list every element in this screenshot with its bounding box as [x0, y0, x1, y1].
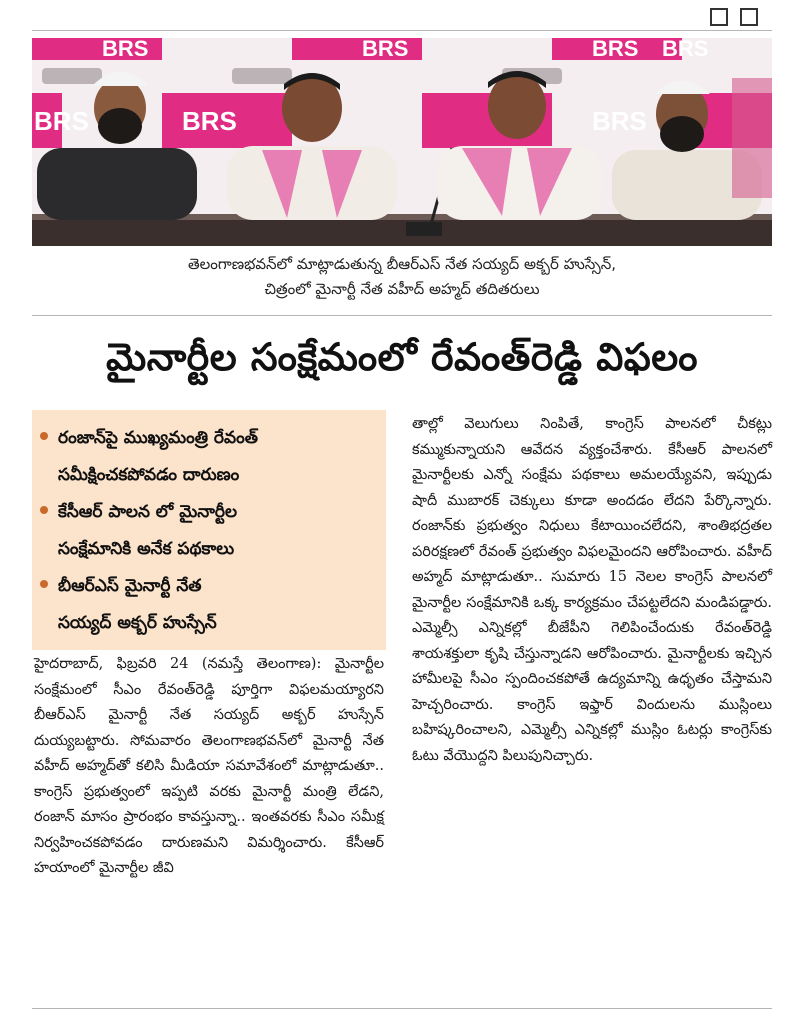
- caption-rule: [32, 315, 772, 316]
- photo-illustration: [32, 38, 772, 246]
- article-body-left: హైదరాబాద్‌, ఫిబ్రవరి 24 (నమస్తే తెలంగాణ): మైనార్టీల సంక్షేమంలో సీఎం రేవంత్‌రెడ్డి పూర్తిగా విఫలమయ్యారని బీఆర్‌ఎస్‌ మైనార్టీ నేత సయ్యద్‌ అక్బర్‌ హుస్సేన్‌ దుయ్యబట్టారు. సోమవారం తెలంగాణభవన్‌లో మైనార్టీ నేత వహీద్‌ అహ్మద్‌తో కలిసి మీడియా సమావేశంలో మాట్లాడుతూ.. కాంగ్రెస్‌ ప్రభుత్వంలో ఇప్పటి వరకు మైనార్టీ మంత్రి లేడని, రంజాన్‌ మాసం ప్రారంభం కావస్తున్నా.. ఇంతవరకు సీఎం సమీక్ష నిర్వహించకపోవడం దారుణమని విమర్శించారు. కేసీఆర్‌ హయాంలో మైనార్టీల జీవి: [34, 656, 384, 876]
- brs-logo-text: BRS: [34, 106, 89, 136]
- press-meet-photo: [32, 38, 772, 246]
- highlight-line: బీఆర్‌ఎస్‌ మైనార్టీ నేత: [58, 576, 202, 596]
- highlight-item: [40, 568, 376, 642]
- brs-logo-text: BRS: [362, 38, 409, 61]
- bullet-icon: [40, 580, 48, 588]
- bullet-icon: [40, 432, 48, 440]
- highlight-line: సయ్యద్‌ అక్బర్‌ హుస్సేన్‌: [58, 613, 217, 633]
- highlight-item: [40, 420, 376, 494]
- corner-mark: [710, 8, 728, 26]
- bullet-icon: [40, 506, 48, 514]
- caption-line-2: చిత్రంలో మైనార్టీ నేత వహీద్‌ అహ్మద్‌ తదితరులు: [264, 280, 540, 298]
- brs-logo-text: BRS: [592, 106, 647, 136]
- article-body-right: తాల్లో వెలుగులు నింపితే, కాంగ్రెస్‌ పాలనలో చీకట్లు కమ్ముకున్నాయని ఆవేదన వ్యక్తంచేశారు. కేసీఆర్‌ పాలనలో మైనార్టీలకు ఎన్నో సంక్షేమ పథకాలు అమలయ్యేవని, ఇప్పుడు షాదీ ముబారక్‌ చెక్కులు కూడా అందడం లేదని పేర్కొన్నారు. రంజాన్‌కు ప్రభుత్వం నిధులు కేటాయించలేదని, శాంతిభద్రతల పరిరక్షణలో రేవంత్‌ ప్రభుత్వం విఫలమైందని ఆరోపించారు. వహీద్‌ అహ్మద్‌ మాట్లాడుతూ.. సుమారు 15 నెలల కాంగ్రెస్‌ పాలనలో మైనార్టీల సంక్షేమానికి ఒక్క కార్యక్రమం చేపట్టలేదని మండిపడ్డారు. ఎమ్మెల్సీ ఎన్నికల్లో బీజేపీని గెలిపించేందుకు రేవంత్‌రెడ్డి శాయశక్తులా కృషి చేస్తున్నాడని ఆరోపించారు. మైనార్టీలకు ఇచ్చిన హామీలపై సీఎం స్పందించకపోతే ఉద్యమాన్ని ఉధృతం చేస్తామని హెచ్చరించారు. కాంగ్రెస్‌ ఇఫ్తార్‌ విందులను ముస్లింలు బహిష్కరించాలని, ఎమ్మెల్సీ ఎన్నికల్లో ముస్లిం ఓటర్లు కాంగ్రెస్‌కు ఓటు వేయొద్దని పిలుపునిచ్చారు.: [412, 416, 772, 764]
- highlight-line: సంక్షేమానికి అనేక పథకాలు: [58, 539, 235, 559]
- highlight-item: [40, 494, 376, 568]
- highlight-line: సమీక్షించకపోవడం దారుణం: [58, 465, 240, 485]
- caption-line-1: తెలంగాణభవన్‌లో మాట్లాడుతున్న బీఆర్‌ఎస్‌ నేత సయ్యద్‌ అక్బర్‌ హుస్సేన్‌,: [187, 255, 617, 273]
- photo-caption: [32, 252, 772, 302]
- brs-logo-text: BRS: [182, 106, 237, 136]
- highlight-line: కేసీఆర్‌ పాలన లో మైనార్టీల: [58, 502, 238, 522]
- highlights-box: [32, 410, 386, 650]
- brs-logo-text: BRS: [102, 38, 149, 61]
- top-rule: [32, 30, 772, 31]
- corner-mark: [740, 8, 758, 26]
- brs-logo-text: BRS: [592, 38, 639, 61]
- table: [32, 218, 772, 246]
- brs-logo-text: BRS: [662, 38, 709, 61]
- highlight-line: రంజాన్‌పై ముఖ్యమంత్రి రేవంత్‌: [58, 428, 258, 448]
- headline: మైనార్టీల సంక్షేమంలో రేవంత్‌రెడ్డి విఫలం: [106, 335, 698, 379]
- bottom-rule: [32, 1008, 772, 1009]
